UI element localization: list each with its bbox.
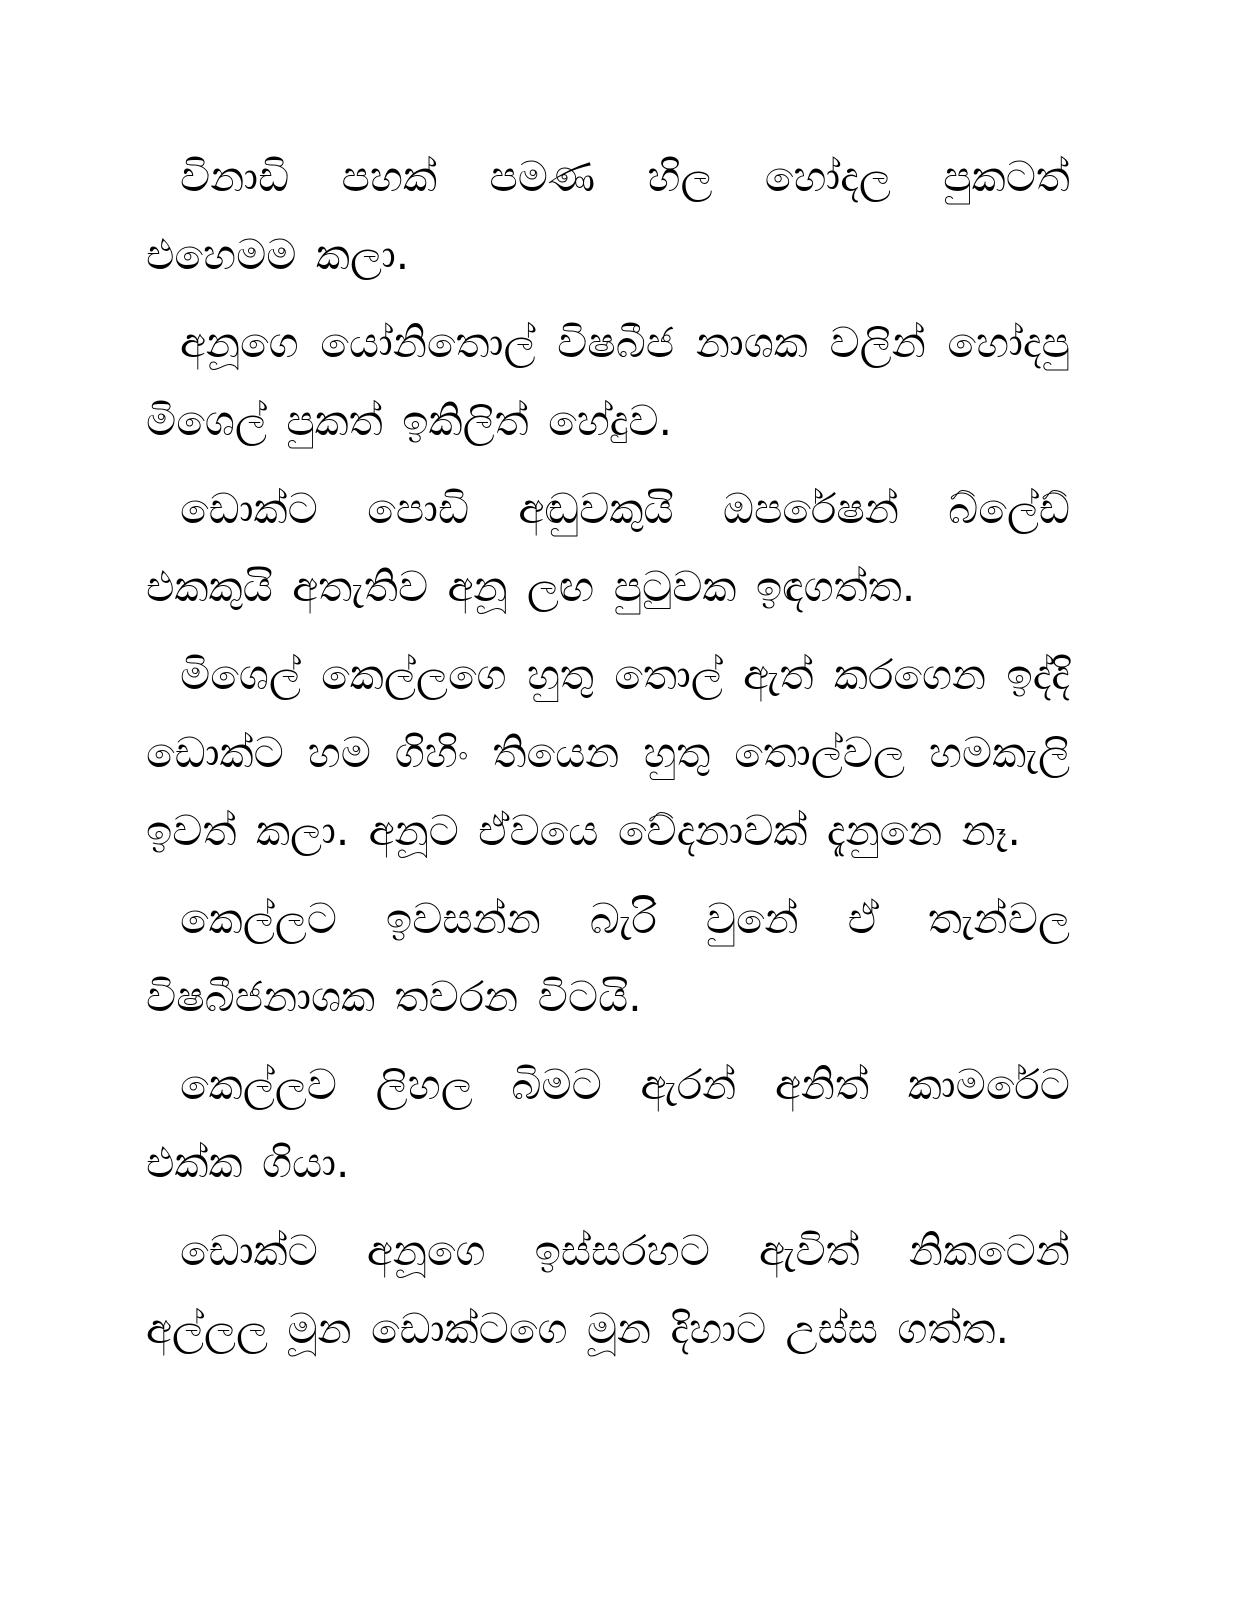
paragraph-5: කෙල්ලට ඉවසන්න බැරි වුනේ ඒ තැන්වල විෂබීජනාශක තවරන විටයි. [146, 894, 1070, 1021]
paragraph-3: ඩොක්ට පොඩි අඬුවකුයි ඔපරේෂන් බ්ලේඩ් එකකුයි අතැතිව අනූ ලඟ පුටුවක ඉඳගත්ත. [146, 484, 1070, 611]
paragraph-6: කෙල්ලව ලිහල බිමට ඇරන් අනිත් කාමරේට එක්ක ගියා. [146, 1060, 1070, 1187]
paragraph-1: විනාඩි පහක් පමණ හිල හෝදල පුකටත් එහෙමම කලා. [146, 152, 1070, 279]
paragraph-4: මිශෙල් කෙල්ලගෙ හුතු තොල් ඇත් කරගෙන ඉද්දි ඩොක්ට හම ගිහිං තියෙන හුතු තොල්වල හමකැලි ඉවත් කලා. අනූට ඒවයෙ වේදනාවක් දැනුනෙ නෑ. [146, 650, 1070, 855]
paragraph-2: අනූගෙ යෝනිතොල් විෂබීජ නාශක වලින් හෝදපු මිශෙල් පුකත් ඉකිලිත් හේදුව. [146, 318, 1070, 445]
paragraph-7: ඩොක්ට අනූගෙ ඉස්සරහට ඇවිත් නිකටෙන් අල්ලල මූන ඩොක්ටගෙ මූන දිහාට උස්ස ගත්ත. [146, 1226, 1070, 1353]
body-text [146, 138, 1070, 1378]
